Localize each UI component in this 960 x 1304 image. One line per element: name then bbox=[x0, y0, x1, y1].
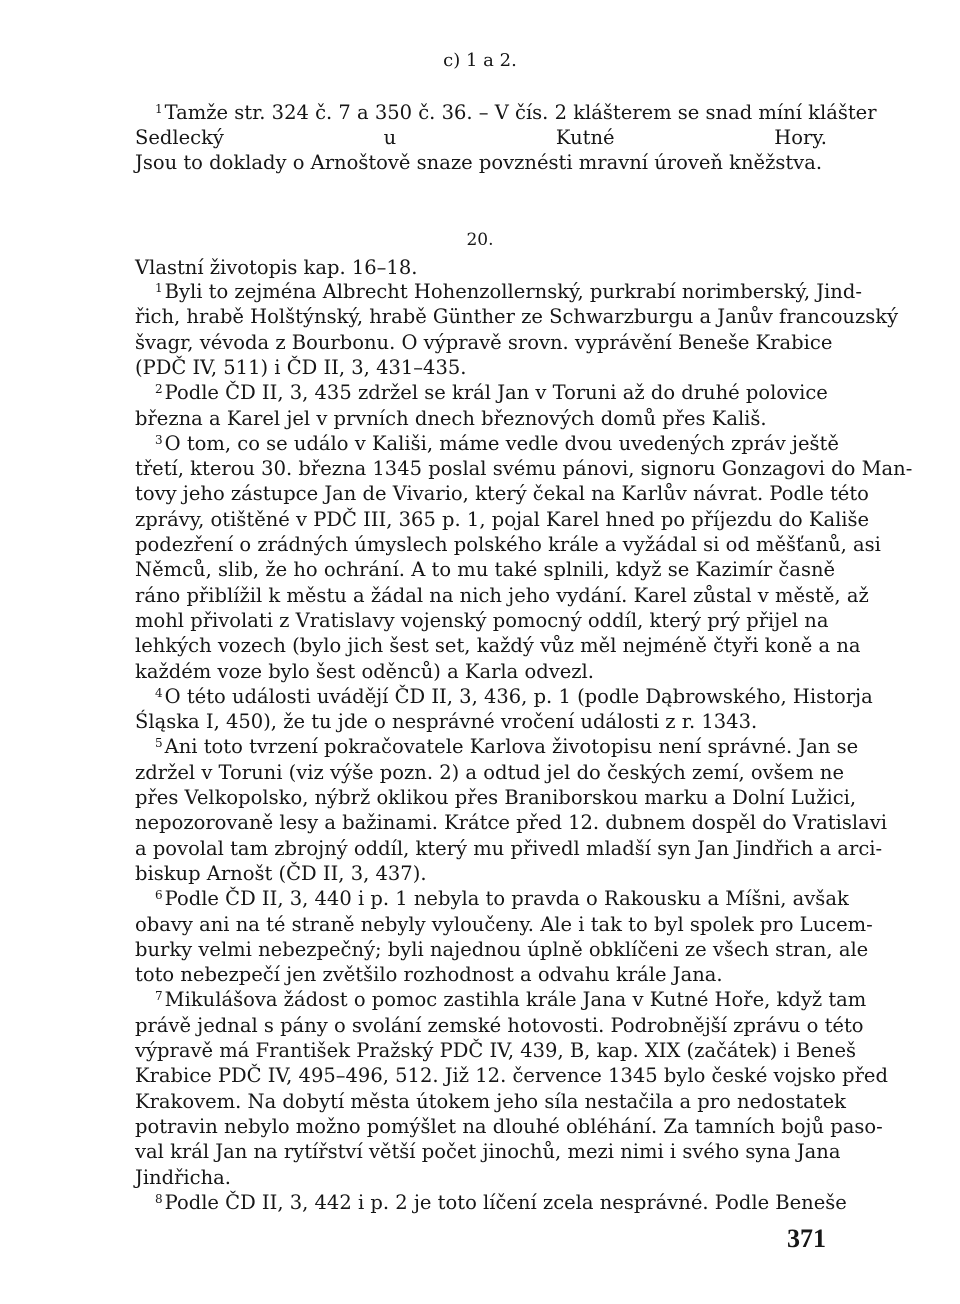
text-line bbox=[155, 101, 877, 125]
line-text: lehkých vozech (bylo jich šest set, každý vůz měl nejméně čtyři koně a na bbox=[135, 634, 861, 658]
page-number: 371 bbox=[787, 1224, 826, 1253]
text-line bbox=[135, 583, 869, 608]
line-text: Byli to zejména Albrecht Hohenzollernský, purkrabí norimberský, Jind- bbox=[164, 280, 862, 303]
text-line bbox=[135, 1140, 841, 1164]
text-line bbox=[135, 1114, 883, 1139]
text-line bbox=[135, 760, 844, 785]
footnote-marker: 3 bbox=[155, 432, 163, 447]
text-line bbox=[155, 381, 827, 405]
text-line bbox=[135, 660, 827, 684]
text-line bbox=[135, 811, 887, 835]
line-text: Podle ČD II, 3, 442 i p. 2 je toto líčení zcela nesprávné. Podle Beneše bbox=[164, 1190, 847, 1214]
text-line bbox=[135, 710, 827, 734]
line-text: O této události uvádějí ČD II, 3, 436, p. 1 (podle Dąbrowského, Historja bbox=[164, 684, 873, 708]
text-line bbox=[135, 533, 881, 557]
line-text: švagr, vévoda z Bourbonu. O výpravě srovn. vyprávění Beneše Krabice bbox=[135, 330, 833, 354]
text-line bbox=[155, 684, 873, 709]
line-text: O tom, co se událo v Kališi, máme vedle dvou uvedených zpráv ještě bbox=[164, 431, 839, 455]
footnote-marker: 2 bbox=[155, 382, 163, 397]
line-text: ráno přiblížil k městu a žádal na nich jeho vydání. Karel zůstal v městě, až bbox=[135, 583, 869, 607]
text-line bbox=[135, 963, 827, 987]
line-text: každém voze bylo šest oděnců) a Karla odvezl. bbox=[135, 659, 594, 683]
text-line bbox=[135, 1013, 864, 1038]
text-line bbox=[135, 330, 833, 355]
line-text: výpravě má František Pražský PDČ IV, 439, B, kap. XIX (začátek) i Beneš bbox=[135, 1039, 857, 1062]
text-line bbox=[135, 482, 869, 506]
line-text: Jindřicha. bbox=[135, 1165, 231, 1189]
text-line bbox=[135, 609, 827, 633]
footnote-marker: 5 bbox=[155, 736, 163, 751]
text-line bbox=[135, 558, 836, 582]
footnote-marker: 1 bbox=[155, 102, 163, 116]
line-text: zprávy, otištěné v PDČ III, 365 p. 1, pojal Karel hned po příjezdu do Kališe bbox=[135, 507, 870, 531]
footnote-marker: 4 bbox=[155, 685, 163, 700]
line-text: Krabice PDČ IV, 495–496, 512. Již 12. července 1345 bylo české vojsko před bbox=[135, 1064, 888, 1088]
text-line bbox=[155, 431, 839, 456]
line-text: nepozorovaně lesy a bažinami. Krátce před 12. dubnem dospěl do Vratislavi bbox=[135, 811, 887, 835]
line-text: Mikulášova žádost o pomoc zastihla krále Jana v Kutné Hoře, když tam bbox=[164, 988, 867, 1012]
text-line bbox=[135, 937, 869, 962]
text-line bbox=[135, 1089, 846, 1114]
text-line bbox=[135, 634, 861, 658]
line-text: biskup Arnošt (ČD II, 3, 437). bbox=[135, 861, 427, 885]
line-text: toto nebezpečí jen zvětšilo rozhodnost a odvahu krále Jana. bbox=[135, 963, 723, 987]
text-line bbox=[135, 836, 883, 861]
footnote-marker: 1 bbox=[155, 281, 163, 295]
text-line bbox=[135, 356, 827, 380]
line-text: Podle ČD II, 3, 440 i p. 1 nebyla to pravda o Rakousku a Míšni, avšak bbox=[164, 887, 849, 911]
text-line bbox=[135, 305, 899, 329]
line-text: val král Jan na rytířství větší počet jinochů, mezi nimi i svého syna Jana bbox=[135, 1140, 841, 1164]
line-text: a povolal tam zbrojný oddíl, který mu přivedl mladší syn Jan Jindřich a arci- bbox=[135, 836, 883, 860]
line-text: Ani toto tvrzení pokračovatele Karlova životopisu není správné. Jan se bbox=[164, 735, 859, 759]
line-text: Śląska I, 450), že tu jde o nesprávné vročení události z r. 1343. bbox=[135, 710, 758, 734]
line-text: Tamže str. 324 č. 7 a 350 č. 36. – V čís. 2 klášterem se snad míní klášter bbox=[164, 101, 877, 124]
line-text: přes Velkopolsko, nýbrž oklikou přes Braniborskou marku a Dolní Lužici, bbox=[135, 786, 857, 809]
text-line bbox=[135, 507, 870, 532]
text-line bbox=[155, 735, 859, 759]
line-text: Sedlecký u Kutné Hory. bbox=[135, 126, 827, 149]
line-text: března a Karel jel v prvních dnech březnových domů přes Kališ. bbox=[135, 406, 767, 430]
line-text: mohl přivolati z Vratislavy vojenský pomocný oddíl, který prý přijel na bbox=[135, 608, 829, 632]
footnote-marker: 8 bbox=[155, 1191, 163, 1206]
text-line bbox=[135, 912, 873, 937]
line-text: burky velmi nebezpečný; byli najednou úplně obklíčeni ze všech stran, ale bbox=[135, 937, 869, 961]
top-reference: c) 1 a 2. bbox=[443, 50, 517, 71]
text-line bbox=[135, 1039, 857, 1063]
footnote-marker: 6 bbox=[155, 888, 163, 903]
text-line bbox=[155, 1190, 847, 1215]
line-text: zdržel v Toruni (viz výše pozn. 2) a odtud jel do českých zemí, ovšem ne bbox=[135, 760, 844, 784]
text-line bbox=[155, 280, 862, 304]
line-text: Jsou to doklady o Arnoštově snaze povznésti mravní úroveň kněžstva. bbox=[135, 151, 823, 174]
text-line bbox=[135, 151, 827, 175]
line-text: řich, hrabě Holštýnský, hrabě Günther ze Schwarzburgu a Janův francouzský bbox=[135, 305, 899, 329]
text-line bbox=[135, 786, 857, 810]
line-text: potravin nebylo možno pomýšlet na dlouhé obléhání. Za tamních bojů paso- bbox=[135, 1114, 883, 1138]
text-line bbox=[135, 407, 827, 431]
line-text: (PDČ IV, 511) i ČD II, 3, 431–435. bbox=[135, 355, 467, 379]
text-line bbox=[135, 1064, 888, 1088]
line-text: právě jednal s pány o svolání zemské hotovosti. Podrobnější zprávu o této bbox=[135, 1013, 864, 1037]
line-text: obavy ani na té straně nebyly vyloučeny. Ale i tak to byl spolek pro Lucem- bbox=[135, 912, 873, 936]
text-line bbox=[135, 862, 827, 886]
line-text: Krakovem. Na dobytí města útokem jeho síla nestačila a pro nedostatek bbox=[135, 1089, 846, 1113]
text-line bbox=[135, 1166, 827, 1190]
text-line bbox=[155, 988, 867, 1012]
text-line bbox=[135, 126, 827, 150]
source-line: Vlastní životopis kap. 16–18. bbox=[135, 256, 418, 279]
line-text: podezření o zrádných úmyslech polského krále a vyžádal si od měšťanů, asi bbox=[135, 533, 881, 556]
footnote-marker: 7 bbox=[155, 989, 163, 1004]
line-text: Podle ČD II, 3, 435 zdržel se král Jan v Toruni až do druhé polovice bbox=[164, 381, 828, 405]
line-text: Němců, slib, že ho ochrání. A to mu také splnili, když se Kazimír časně bbox=[135, 558, 836, 582]
text-line bbox=[135, 457, 913, 481]
section-number: 20. bbox=[466, 230, 494, 250]
text-line bbox=[155, 887, 849, 911]
line-text: třetí, kterou 30. března 1345 poslal svému pánovi, signoru Gonzagovi do Man- bbox=[135, 457, 913, 481]
line-text: tovy jeho zástupce Jan de Vivario, který čekal na Karlův návrat. Podle této bbox=[135, 482, 869, 506]
